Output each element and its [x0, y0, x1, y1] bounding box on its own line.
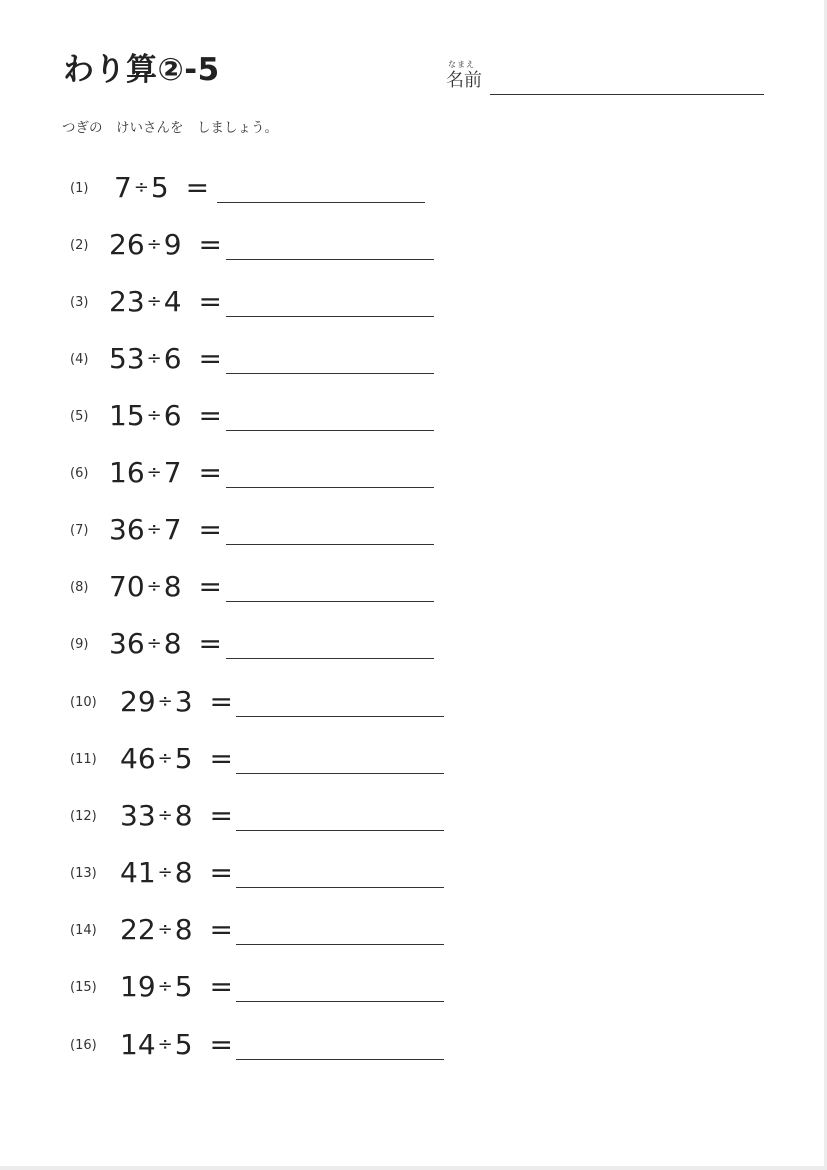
- answer-line[interactable]: [236, 716, 444, 717]
- equals-sign: =: [209, 970, 233, 1003]
- dividend: 29: [120, 685, 156, 718]
- problem-row: [0, 286, 500, 326]
- divisor: 9: [163, 228, 182, 261]
- divisor: 5: [174, 970, 193, 1003]
- answer-line[interactable]: [226, 316, 434, 317]
- name-ruby-text: なまえ: [448, 60, 475, 69]
- division-expression: [114, 172, 209, 204]
- answer-line[interactable]: [226, 601, 434, 602]
- problem-number: (16): [70, 1038, 97, 1053]
- answer-line[interactable]: [236, 830, 444, 831]
- equals-sign: =: [209, 742, 233, 775]
- divisor: 5: [174, 1028, 193, 1061]
- divisor: 8: [163, 627, 182, 660]
- equals-sign: =: [198, 228, 222, 261]
- dividend: 19: [120, 970, 156, 1003]
- divisor: 8: [174, 799, 193, 832]
- dividend: 22: [120, 913, 156, 946]
- divide-sign: ÷: [146, 633, 162, 654]
- division-expression: [109, 571, 222, 603]
- divisor: 8: [174, 856, 193, 889]
- answer-line[interactable]: [226, 373, 434, 374]
- division-expression: [120, 1029, 233, 1061]
- instructions-text: つぎの けいさんを しましょう。: [62, 120, 278, 136]
- divide-sign: ÷: [146, 291, 162, 312]
- problem-number: (13): [70, 866, 97, 881]
- problem-number: (5): [70, 409, 89, 424]
- problem-row: [0, 628, 500, 668]
- problem-number: (15): [70, 980, 97, 995]
- divide-sign: ÷: [157, 862, 173, 883]
- problem-number: (3): [70, 295, 89, 310]
- dividend: 23: [109, 285, 145, 318]
- name-write-line[interactable]: [490, 94, 764, 95]
- name-label: 名前: [446, 70, 482, 91]
- problem-number: (1): [70, 181, 89, 196]
- division-expression: [109, 229, 222, 261]
- worksheet-title: わり算②-5: [63, 52, 220, 88]
- problem-number: (6): [70, 466, 89, 481]
- dividend: 70: [109, 570, 145, 603]
- answer-line[interactable]: [226, 544, 434, 545]
- divide-sign: ÷: [157, 919, 173, 940]
- problem-row: [0, 229, 500, 269]
- divide-sign: ÷: [146, 519, 162, 540]
- answer-line[interactable]: [226, 487, 434, 488]
- dividend: 14: [120, 1028, 156, 1061]
- equals-sign: =: [209, 1028, 233, 1061]
- problem-row: [0, 400, 500, 440]
- divisor: 4: [163, 285, 182, 318]
- dividend: 33: [120, 799, 156, 832]
- problem-row: [0, 1029, 500, 1069]
- divide-sign: ÷: [146, 576, 162, 597]
- answer-line[interactable]: [236, 1059, 444, 1060]
- answer-line[interactable]: [236, 887, 444, 888]
- division-expression: [120, 686, 233, 718]
- equals-sign: =: [198, 285, 222, 318]
- answer-line[interactable]: [226, 658, 434, 659]
- problem-number: (12): [70, 809, 97, 824]
- answer-line[interactable]: [236, 773, 444, 774]
- divide-sign: ÷: [146, 462, 162, 483]
- division-expression: [120, 743, 233, 775]
- equals-sign: =: [198, 456, 222, 489]
- divisor: 7: [163, 456, 182, 489]
- problem-number: (7): [70, 523, 89, 538]
- divide-sign: ÷: [157, 805, 173, 826]
- dividend: 36: [109, 627, 145, 660]
- equals-sign: =: [209, 799, 233, 832]
- division-expression: [120, 914, 233, 946]
- division-expression: [120, 857, 233, 889]
- divide-sign: ÷: [146, 405, 162, 426]
- answer-line[interactable]: [226, 430, 434, 431]
- division-expression: [109, 514, 222, 546]
- page-edge-bottom: [0, 1166, 827, 1170]
- problem-number: (14): [70, 923, 97, 938]
- division-expression: [109, 286, 222, 318]
- dividend: 15: [109, 399, 145, 432]
- dividend: 26: [109, 228, 145, 261]
- divide-sign: ÷: [133, 177, 149, 198]
- divisor: 8: [174, 913, 193, 946]
- problem-row: [0, 686, 500, 726]
- dividend: 46: [120, 742, 156, 775]
- division-expression: [109, 343, 222, 375]
- divisor: 8: [163, 570, 182, 603]
- divisor: 5: [174, 742, 193, 775]
- equals-sign: =: [198, 570, 222, 603]
- answer-line[interactable]: [236, 1001, 444, 1002]
- divide-sign: ÷: [157, 1034, 173, 1055]
- problem-row: [0, 571, 500, 611]
- divisor: 7: [163, 513, 182, 546]
- divide-sign: ÷: [157, 976, 173, 997]
- divide-sign: ÷: [157, 691, 173, 712]
- divide-sign: ÷: [146, 348, 162, 369]
- dividend: 7: [114, 171, 132, 204]
- problem-row: [0, 857, 500, 897]
- equals-sign: =: [198, 513, 222, 546]
- equals-sign: =: [209, 856, 233, 889]
- dividend: 53: [109, 342, 145, 375]
- equals-sign: =: [198, 342, 222, 375]
- problem-number: (8): [70, 580, 89, 595]
- problem-row: [0, 971, 500, 1011]
- equals-sign: =: [185, 171, 210, 204]
- problem-row: [0, 800, 500, 840]
- division-expression: [120, 800, 233, 832]
- problem-row: [0, 343, 500, 383]
- answer-line[interactable]: [236, 944, 444, 945]
- divide-sign: ÷: [146, 234, 162, 255]
- answer-line[interactable]: [217, 202, 425, 203]
- dividend: 41: [120, 856, 156, 889]
- dividend: 36: [109, 513, 145, 546]
- equals-sign: =: [209, 685, 233, 718]
- problem-number: (10): [70, 695, 97, 710]
- problem-number: (9): [70, 637, 89, 652]
- problem-number: (11): [70, 752, 97, 767]
- equals-sign: =: [198, 399, 222, 432]
- divisor: 3: [174, 685, 193, 718]
- divisor: 6: [163, 342, 182, 375]
- problem-row: [0, 743, 500, 783]
- answer-line[interactable]: [226, 259, 434, 260]
- equals-sign: =: [198, 627, 222, 660]
- division-expression: [109, 457, 222, 489]
- divisor: 6: [163, 399, 182, 432]
- divisor: 5: [150, 171, 169, 204]
- problem-row: [0, 172, 500, 212]
- problem-number: (2): [70, 238, 89, 253]
- problem-row: [0, 514, 500, 554]
- division-expression: [120, 971, 233, 1003]
- division-expression: [109, 400, 222, 432]
- equals-sign: =: [209, 913, 233, 946]
- problem-row: [0, 914, 500, 954]
- division-expression: [109, 628, 222, 660]
- problem-row: [0, 457, 500, 497]
- problem-number: (4): [70, 352, 89, 367]
- divide-sign: ÷: [157, 748, 173, 769]
- dividend: 16: [109, 456, 145, 489]
